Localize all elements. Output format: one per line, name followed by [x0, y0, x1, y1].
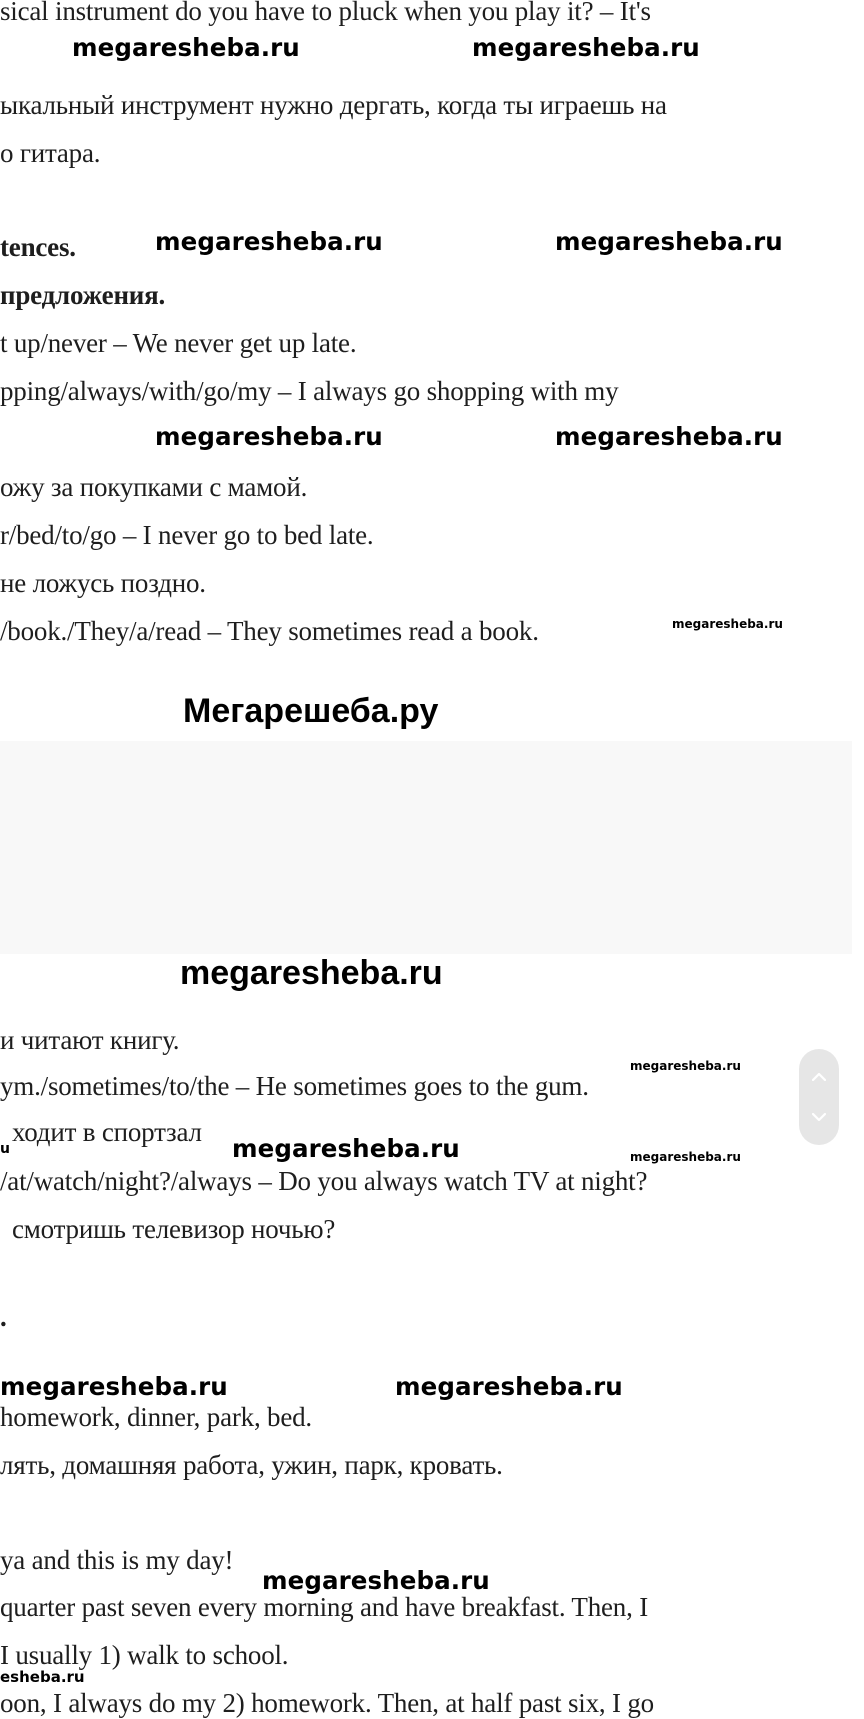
watermark: megaresheba.ru	[262, 1566, 490, 1595]
watermark: megaresheba.ru	[72, 33, 300, 62]
text-line: /book./They/a/read – They sometimes read a book.	[0, 616, 539, 646]
watermark: megaresheba.ru	[555, 227, 783, 256]
watermark: megaresheba.ru	[0, 1372, 228, 1401]
text-line: лять, домашняя работа, ужин, парк, кровать.	[0, 1450, 503, 1480]
watermark-small: megaresheba.ru	[672, 617, 783, 631]
page-gap	[0, 741, 852, 954]
text-line: oon, I always do my 2) homework. Then, at half past six, I go	[0, 1688, 654, 1718]
page-header-title: megaresheba.ru	[180, 954, 443, 992]
text-line: ya and this is my day!	[0, 1545, 234, 1575]
text-line: sical instrument do you have to pluck when you play it? – It's	[0, 0, 651, 26]
watermark: megaresheba.ru	[155, 227, 383, 256]
text-line: о гитара.	[0, 138, 101, 168]
text-line: не ложусь поздно.	[0, 568, 206, 598]
section-heading: предложения.	[0, 280, 166, 310]
text-line: I usually 1) walk to school.	[0, 1640, 289, 1670]
text-line: t up/never – We never get up late.	[0, 328, 357, 358]
text-line: /at/watch/night?/always – Do you always watch TV at night?	[0, 1166, 648, 1196]
text-line: homework, dinner, park, bed.	[0, 1402, 312, 1432]
watermark: megaresheba.ru	[155, 422, 383, 451]
watermark: megaresheba.ru	[555, 422, 783, 451]
watermark-small: megaresheba.ru	[630, 1150, 741, 1164]
text-line: pping/always/with/go/my – I always go shopping with my	[0, 376, 619, 406]
scroll-controls	[799, 1049, 839, 1145]
watermark-fragment: esheba.ru	[0, 1668, 85, 1686]
text-line: .	[0, 1302, 7, 1332]
page-footer-title: Мегарешеба.ру	[183, 692, 439, 730]
watermark: megaresheba.ru	[472, 33, 700, 62]
text-line: и читают книгу.	[0, 1025, 180, 1055]
text-line: ходит в спортзал	[12, 1117, 202, 1147]
watermark-small: megaresheba.ru	[630, 1059, 741, 1073]
watermark: megaresheba.ru	[395, 1372, 623, 1401]
chevron-down-icon[interactable]	[810, 1108, 828, 1126]
chevron-up-icon[interactable]	[810, 1068, 828, 1086]
text-line: ожу за покупками с мамой.	[0, 472, 308, 502]
watermark-fragment: u	[0, 1141, 10, 1157]
text-line: r/bed/to/go – I never go to bed late.	[0, 520, 374, 550]
section-heading: tences.	[0, 232, 76, 262]
text-line: смотришь телевизор ночью?	[12, 1214, 336, 1244]
watermark: megaresheba.ru	[232, 1134, 460, 1163]
text-line: ym./sometimes/to/the – He sometimes goes to the gum.	[0, 1071, 589, 1101]
text-line: quarter past seven every morning and have breakfast. Then, I	[0, 1592, 648, 1622]
text-line: ыкальный инструмент нужно дергать, когда ты играешь на	[0, 90, 667, 120]
